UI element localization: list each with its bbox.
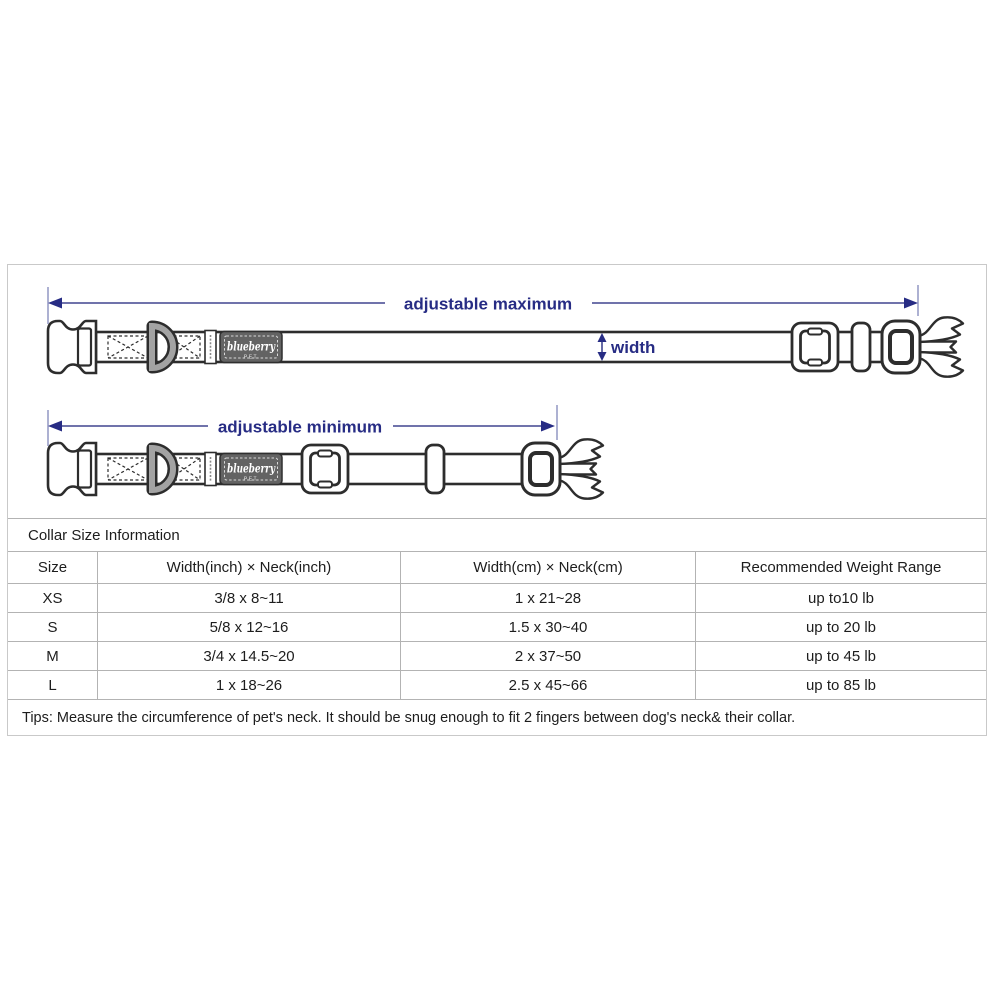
table-title: Collar Size Information bbox=[28, 526, 180, 544]
size-info-panel bbox=[7, 256, 987, 736]
size-value: M bbox=[46, 647, 59, 665]
table-header-row bbox=[8, 551, 986, 583]
adjustable-maximum-arrow bbox=[48, 285, 918, 324]
tri-glide-slider bbox=[792, 323, 838, 371]
keeper-loop bbox=[426, 445, 444, 493]
size-table bbox=[8, 518, 986, 735]
table-title-row bbox=[8, 518, 986, 551]
male-buckle bbox=[882, 317, 963, 376]
collar-diagram bbox=[8, 256, 986, 518]
adjustable-minimum-arrow bbox=[48, 405, 557, 446]
inch-value: 3/8 x 8~11 bbox=[97, 584, 400, 612]
tri-glide-slider bbox=[302, 445, 348, 493]
cm-value: 2.5 x 45~66 bbox=[400, 671, 695, 699]
inch-value: 3/4 x 14.5~20 bbox=[97, 642, 400, 670]
keeper-loop bbox=[852, 323, 870, 371]
weight-value: up to 85 lb bbox=[695, 671, 986, 699]
weight-value: up to 20 lb bbox=[695, 613, 986, 641]
weight-value: up to 45 lb bbox=[695, 642, 986, 670]
adjustable-maximum-label: adjustable maximum bbox=[403, 294, 573, 314]
weight-value: up to10 lb bbox=[695, 584, 986, 612]
table-row-s bbox=[8, 612, 986, 641]
cm-value: 1.5 x 30~40 bbox=[400, 613, 695, 641]
collar-diagram-svg: blueberry PET adjustable maximum width adjustable minimum bbox=[8, 265, 986, 518]
table-row-xs bbox=[8, 583, 986, 612]
size-value: XS bbox=[42, 589, 63, 607]
col-header-weight: Recommended Weight Range bbox=[695, 552, 986, 583]
table-tips-row bbox=[8, 699, 986, 735]
cm-value: 1 x 21~28 bbox=[400, 584, 695, 612]
inch-value: 1 x 18~26 bbox=[97, 671, 400, 699]
tips-text: Tips: Measure the circumference of pet's neck. It should be snug enough to fit 2 fingers between dog's neck& their collar. bbox=[22, 709, 796, 726]
col-header-size: Size bbox=[37, 559, 68, 576]
size-value: L bbox=[48, 676, 57, 694]
collar-max bbox=[48, 317, 963, 376]
table-row-l bbox=[8, 670, 986, 699]
cm-value: 2 x 37~50 bbox=[400, 642, 695, 670]
adjustable-minimum-label: adjustable minimum bbox=[217, 417, 383, 437]
collar-min bbox=[48, 439, 603, 498]
male-buckle bbox=[522, 439, 603, 498]
size-value: S bbox=[47, 618, 58, 636]
col-header-inch: Width(inch) × Neck(inch) bbox=[97, 552, 400, 583]
width-label: width bbox=[611, 338, 656, 357]
inch-value: 5/8 x 12~16 bbox=[97, 613, 400, 641]
col-header-cm: Width(cm) × Neck(cm) bbox=[400, 552, 695, 583]
table-row-m bbox=[8, 641, 986, 670]
